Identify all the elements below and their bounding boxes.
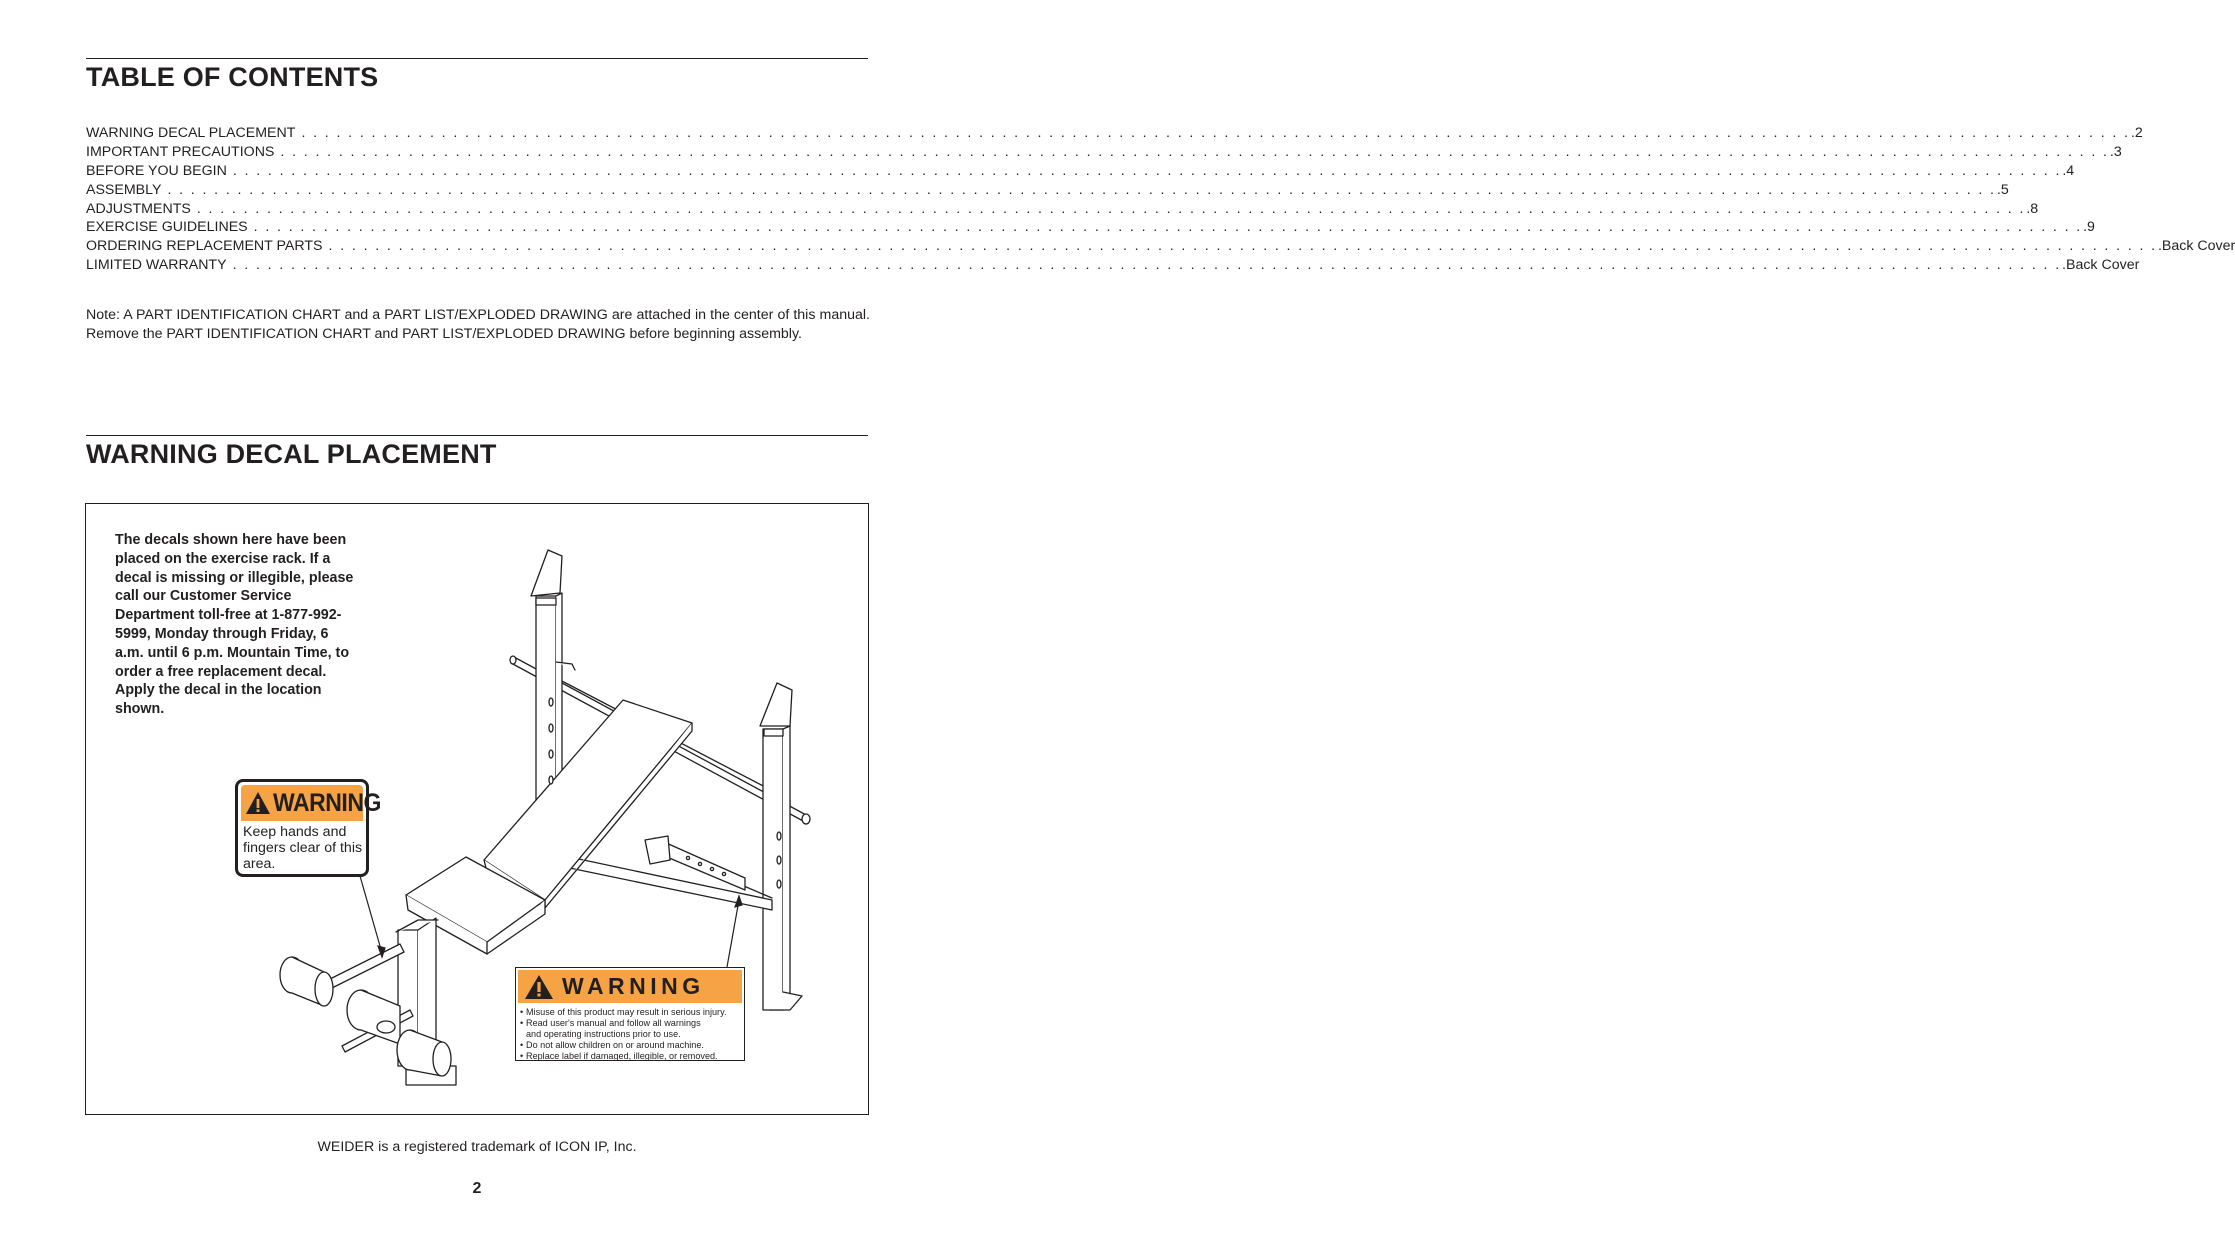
- toc-entry-label: LIMITED WARRANTY: [86, 257, 227, 274]
- warning-bullet: [520, 1051, 744, 1062]
- warning-decal-misuse: [515, 967, 745, 1061]
- warning-bullet: [520, 1018, 744, 1040]
- toc-entry-label: WARNING DECAL PLACEMENT: [86, 125, 296, 141]
- warning-bullet-text: Misuse of this product may result in serious injury.: [526, 1007, 727, 1017]
- warning-decal-title: WARNING: [562, 973, 705, 999]
- toc-entry-label: ADJUSTMENTS: [86, 200, 191, 217]
- toc-entry-label: EXERCISE GUIDELINES: [86, 219, 248, 236]
- toc-entry-page: .4: [2062, 162, 2075, 179]
- warning-decal-band: [518, 970, 742, 1003]
- warning-decal-band: [241, 785, 381, 821]
- warning-triangle-icon: [524, 974, 554, 1000]
- toc-entry-page: .Back Cover: [2062, 257, 2140, 274]
- warning-bullet: [520, 1040, 744, 1051]
- warning-decal-title: WARNING: [273, 788, 381, 817]
- toc-entry-page: .Back Cover: [2157, 238, 2235, 255]
- warning-bullet: [520, 1007, 744, 1018]
- warning-decal-bullets: [516, 1005, 744, 1062]
- toc-heading: TABLE OF CONTENTS: [86, 62, 379, 92]
- warning-decal-hands: [235, 779, 381, 877]
- warning-section-heading: WARNING DECAL PLACEMENT: [86, 439, 497, 469]
- page-number: 2: [472, 1180, 482, 1197]
- toc-entry-label: IMPORTANT PRECAUTIONS: [86, 143, 275, 160]
- toc-entry-page: .2: [2130, 125, 2143, 141]
- warning-bullet-text: Do not allow children on or around machine.: [526, 1040, 704, 1050]
- warning-triangle-icon: [245, 791, 271, 815]
- toc-note: Note: A PART IDENTIFICATION CHART and a PART LIST/EXPLODED DRAWING are attached in the center of this manual. Remove the PART IDENTIFICATION CHART and PART LIST/EXPLODED DRAWING before beginning assembly.: [86, 307, 870, 343]
- warning-decal-text: Keep hands and fingers clear of this area.: [243, 824, 363, 872]
- toc-entry-page: .3: [2109, 143, 2122, 160]
- decal-instructions: The decals shown here have been placed on the exercise rack. If a decal is missing or illegible, please call our Customer Service Department toll-free at 1-877-992-5999, Monday through Friday, 6 a.m. until 6 p.m. Mountain Time, to order a free replacement decal. Apply the decal in the location shown.: [115, 532, 354, 718]
- toc-entry-label: ORDERING REPLACEMENT PARTS: [86, 238, 323, 255]
- warning-bullet-continuation: and operating instructions prior to use.: [526, 1029, 681, 1039]
- toc-entry-page: .8: [2026, 200, 2039, 217]
- toc-entry-label: BEFORE YOU BEGIN: [86, 162, 227, 179]
- warning-bullet-text: Read user's manual and follow all warnings: [526, 1018, 701, 1028]
- warning-bullet-text: Replace label if damaged, illegible, or removed.: [526, 1051, 718, 1061]
- toc-entry-page: .5: [1996, 181, 2009, 198]
- toc-entry-label: ASSEMBLY: [86, 181, 162, 198]
- toc-entry-page: .9: [2083, 219, 2095, 236]
- trademark-notice: WEIDER is a registered trademark of ICON IP, Inc.: [317, 1139, 637, 1155]
